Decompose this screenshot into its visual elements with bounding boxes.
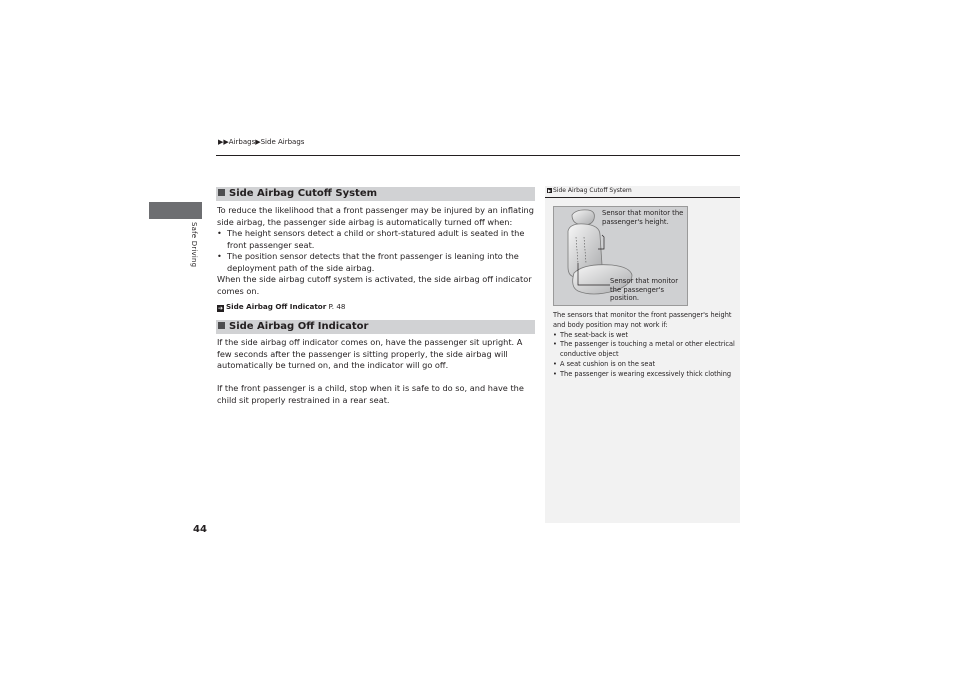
chapter-label: Safe Driving xyxy=(190,222,198,268)
xref-page[interactable]: P. 48 xyxy=(328,302,346,311)
breadcrumb-arrow-icon: ▶ xyxy=(255,138,261,146)
sidebar-title: Side Airbag Cutoff System xyxy=(553,187,632,194)
section-heading xyxy=(216,187,535,201)
breadcrumb-arrow-icon: ▶▶ xyxy=(218,138,229,146)
list-item: • The seat-back is wet xyxy=(553,331,738,341)
bullet-list xyxy=(217,228,535,274)
square-bullet-icon xyxy=(218,189,225,196)
sidebar-body xyxy=(553,311,738,380)
section-body xyxy=(217,337,535,406)
seat-sensor-illustration xyxy=(553,206,688,306)
list-item: • A seat cushion is on the seat xyxy=(553,360,738,370)
sidebar-header xyxy=(545,186,740,198)
breadcrumb-item[interactable]: Side Airbags xyxy=(260,138,305,146)
page-number: 44 xyxy=(193,524,207,535)
callout-position-sensor: Sensor that monitor the passenger's position. xyxy=(610,277,679,303)
breadcrumb xyxy=(218,138,304,146)
sidebar-note xyxy=(545,186,740,523)
section-heading xyxy=(216,320,535,334)
bullet-list xyxy=(553,331,738,380)
list-item: • The passenger is wearing excessively thick clothing xyxy=(553,370,738,380)
square-bullet-icon xyxy=(218,322,225,329)
note-marker-icon: ▶ xyxy=(547,188,552,193)
paragraph: If the side airbag off indicator comes on, have the passenger sit upright. A few seconds after the passenger is sitting properly, the side airbag will automatically be turned on, and the indicator will go off. xyxy=(217,337,523,370)
cross-reference-link[interactable] xyxy=(217,301,535,313)
section-title: Side Airbag Off Indicator xyxy=(229,321,369,332)
reference-arrow-icon: ➔ xyxy=(217,305,224,312)
paragraph: The sensors that monitor the front passenger's height and body position may not work if: xyxy=(553,311,732,329)
paragraph: If the front passenger is a child, stop when it is safe to do so, and have the child sit properly restrained in a rear seat. xyxy=(217,383,524,405)
list-item: • The position sensor detects that the front passenger is leaning into the deployment path of the side airbag. xyxy=(217,251,535,274)
chapter-tab[interactable] xyxy=(149,202,202,219)
list-item: • The height sensors detect a child or short-statured adult is seated in the front passenger seat. xyxy=(217,228,535,251)
paragraph: To reduce the likelihood that a front passenger may be injured by an inflating side airbag, the passenger side airbag is automatically turned off when: xyxy=(217,205,534,227)
callout-height-sensor: Sensor that monitor the passenger's height. xyxy=(602,209,684,226)
section-title: Side Airbag Cutoff System xyxy=(229,188,378,199)
header-rule xyxy=(216,155,740,156)
section-body xyxy=(217,205,535,313)
list-item: • The passenger is touching a metal or other electrical conductive object xyxy=(553,340,738,360)
breadcrumb-item[interactable]: Airbags xyxy=(228,138,256,146)
paragraph: When the side airbag cutoff system is activated, the side airbag off indicator comes on. xyxy=(217,274,532,296)
xref-title[interactable]: Side Airbag Off Indicator xyxy=(226,302,327,311)
